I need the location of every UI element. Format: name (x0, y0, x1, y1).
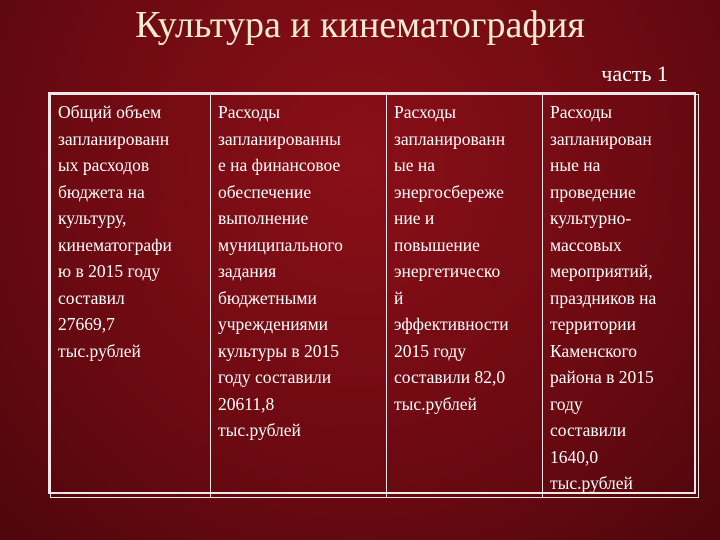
energy-saving-cell: Расходы запланированн ые на энергосбереже ние и повышение энергетическо й эффективности 2015 году составили 82,0 тыс.рублей (387, 95, 543, 498)
slide-subtitle: часть 1 (601, 61, 668, 86)
budget-table (48, 92, 696, 494)
municipal-task-cell: Расходы запланированны е на финансовое обеспечение выполнение муниципального задания бюджетными учреждениями культуры в 2015 году составили 20611,8 тыс.рублей (211, 95, 387, 498)
table-row (51, 95, 699, 498)
cultural-events-cell: Расходы запланирован ные на проведение культурно- массовых мероприятий, праздников на территории Каменского района в 2015 году составили 1640,0 тыс.рублей (543, 95, 699, 498)
slide-title: Культура и кинематография (135, 4, 585, 46)
total-budget-cell: Общий объем запланированн ых расходов бюджета на культуру, кинематографи ю в 2015 году составил 27669,7 тыс.рублей (51, 95, 211, 498)
budget-table-grid (50, 94, 699, 498)
